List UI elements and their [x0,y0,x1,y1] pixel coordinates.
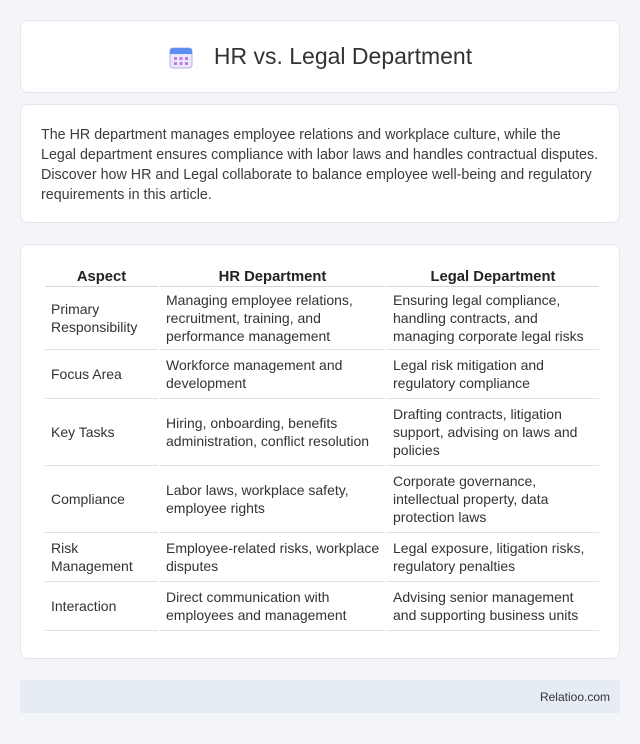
table-card [20,244,620,659]
intro-card [20,104,620,223]
header-hr: HR Department [160,265,385,287]
table-row [45,466,599,533]
page-title: HR vs. Legal Department [213,43,473,69]
cell-legal: Corporate governance, intellectual property, data protection laws [387,466,599,533]
cell-hr: Direct communication with employees and management [160,582,385,631]
cell-hr: Managing employee relations, recruitment, training, and performance management [160,287,385,350]
footer-link[interactable]: Relatioo.com [539,689,610,704]
cell-hr: Labor laws, workplace safety, employee rights [160,466,385,533]
table-row [45,399,599,466]
header-aspect: Aspect [45,265,158,287]
footer [20,680,620,713]
cell-legal: Legal exposure, litigation risks, regulatory penalties [387,533,599,582]
intro-text: The HR department manages employee relations and workplace culture, while the Legal department ensures compliance with labor laws and handles contractual disputes. Discover how HR and Legal collaborate to balance employee well-being and regulatory requirements in this article. [41,127,599,203]
header-card [20,20,620,93]
table-row [45,582,599,631]
comparison-table [43,265,601,631]
cell-aspect: Focus Area [45,350,158,399]
cell-legal: Drafting contracts, litigation support, advising on laws and policies [387,399,599,466]
cell-legal: Legal risk mitigation and regulatory compliance [387,350,599,399]
table-header-row [45,265,599,287]
cell-hr: Workforce management and development [160,350,385,399]
cell-aspect: Key Tasks [45,399,158,466]
title-wrap [168,43,472,70]
cell-aspect: Risk Management [45,533,158,582]
table-row [45,287,599,350]
header-legal: Legal Department [387,265,599,287]
cell-hr: Hiring, onboarding, benefits administration, conflict resolution [160,399,385,466]
calendar-icon [168,44,194,70]
table-row [45,533,599,582]
cell-legal: Ensuring legal compliance, handling contracts, and managing corporate legal risks [387,287,599,350]
cell-aspect: Interaction [45,582,158,631]
cell-legal: Advising senior management and supporting business units [387,582,599,631]
cell-aspect: Primary Responsibility [45,287,158,350]
table-row [45,350,599,399]
cell-hr: Employee-related risks, workplace disputes [160,533,385,582]
cell-aspect: Compliance [45,466,158,533]
